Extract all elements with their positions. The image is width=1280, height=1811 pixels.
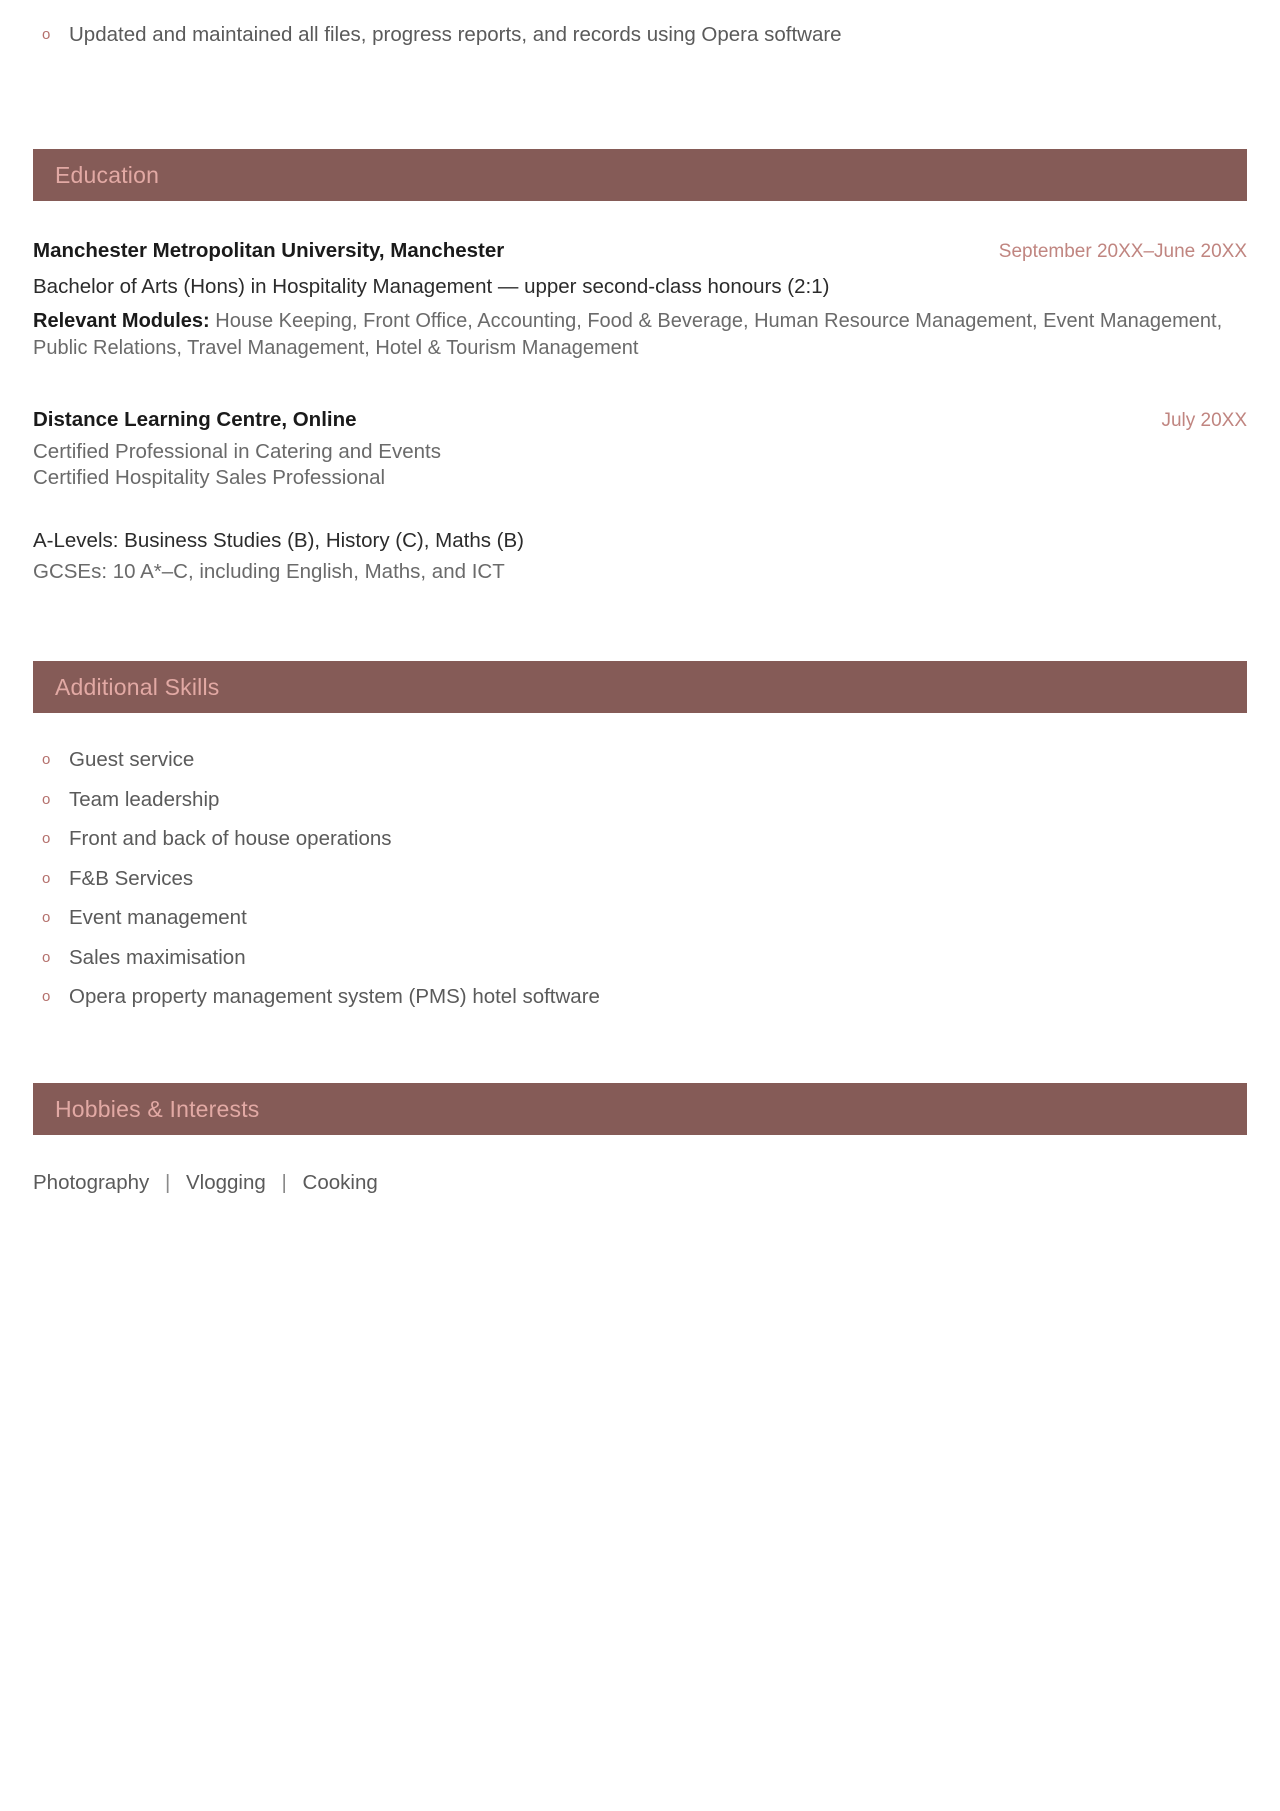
list-item bbox=[33, 904, 1247, 932]
list-item-label: Opera property management system (PMS) hotel software bbox=[69, 985, 600, 1008]
section-title: Additional Skills bbox=[55, 673, 220, 700]
education-entry-header bbox=[33, 237, 1247, 266]
list-item bbox=[33, 944, 1247, 972]
education-certification: Certified Hospitality Sales Professional bbox=[33, 466, 386, 489]
list-item-label: Front and back of house operations bbox=[69, 827, 392, 850]
relevant-modules-text: House Keeping, Front Office, Accounting, Food & Beverage, Human Resource Management, Event Management, Public Relations, Travel Management, Hotel & Tourism Management bbox=[33, 310, 1223, 359]
list-item bbox=[33, 786, 1247, 814]
list-item bbox=[33, 21, 1247, 49]
education-qualifications bbox=[33, 526, 1247, 589]
hobby-item: Cooking bbox=[302, 1171, 378, 1194]
list-item-label: Guest service bbox=[69, 748, 195, 771]
circle-bullet-icon: o bbox=[42, 869, 51, 887]
hobbies-separator: | bbox=[281, 1171, 287, 1194]
education-date-range: July 20XX bbox=[1161, 410, 1247, 431]
hobbies-list bbox=[33, 1169, 1247, 1197]
education-degree: Bachelor of Arts (Hons) in Hospitality Management — upper second-class honours (2:1) bbox=[33, 275, 830, 298]
list-item-label: Updated and maintained all files, progress reports, and records using Opera software bbox=[69, 23, 842, 46]
section-bar bbox=[33, 149, 1247, 201]
section-bar bbox=[33, 1083, 1247, 1135]
hobby-item: Vlogging bbox=[186, 1171, 266, 1194]
circle-bullet-icon: o bbox=[42, 988, 51, 1005]
education-entry bbox=[33, 237, 1247, 362]
education-entry bbox=[33, 406, 1247, 491]
additional-skills-section-body bbox=[0, 746, 1280, 1011]
section-title: Hobbies & Interests bbox=[55, 1095, 260, 1122]
experience-bullet-list bbox=[33, 21, 1247, 49]
circle-bullet-icon: o bbox=[42, 26, 51, 43]
list-item-label: F&B Services bbox=[69, 866, 194, 890]
circle-bullet-icon: o bbox=[42, 909, 51, 926]
list-item bbox=[33, 746, 1247, 774]
hobby-item: Photography bbox=[33, 1171, 150, 1194]
education-certification: Certified Professional in Catering and Events bbox=[33, 440, 441, 463]
education-section-body bbox=[0, 237, 1280, 589]
gcses-line: GCSEs: 10 A*–C, including English, Maths, and ICT bbox=[33, 560, 505, 583]
circle-bullet-icon: o bbox=[42, 790, 51, 808]
education-school-name: Distance Learning Centre, Online bbox=[33, 408, 357, 431]
list-item bbox=[33, 865, 1247, 893]
education-school-name: Manchester Metropolitan University, Manchester bbox=[33, 239, 505, 262]
hobbies-section-body bbox=[0, 1169, 1280, 1197]
experience-duties-continued bbox=[0, 0, 1280, 49]
list-item-label: Event management bbox=[69, 906, 247, 929]
list-item-label: Team leadership bbox=[69, 787, 220, 811]
list-item-label: Sales maximisation bbox=[69, 945, 246, 969]
hobbies-separator: | bbox=[164, 1171, 171, 1194]
a-levels-line: A-Levels: Business Studies (B), History (C), Maths (B) bbox=[33, 529, 524, 552]
education-relevant-modules bbox=[33, 308, 1247, 362]
education-date-range: September 20XX–June 20XX bbox=[998, 241, 1247, 262]
circle-bullet-icon: o bbox=[42, 830, 51, 847]
section-bar bbox=[33, 661, 1247, 713]
circle-bullet-icon: o bbox=[42, 948, 51, 966]
hobbies-section-header bbox=[0, 1083, 1280, 1135]
education-section-header bbox=[0, 149, 1280, 201]
additional-skills-section-header bbox=[0, 661, 1280, 713]
education-entry-header bbox=[33, 406, 1247, 435]
relevant-modules-label: Relevant Modules: bbox=[33, 310, 210, 332]
skills-bullet-list bbox=[33, 746, 1247, 1011]
list-item bbox=[33, 825, 1247, 853]
section-title: Education bbox=[55, 161, 160, 188]
circle-bullet-icon: o bbox=[42, 751, 51, 768]
list-item bbox=[33, 983, 1247, 1011]
